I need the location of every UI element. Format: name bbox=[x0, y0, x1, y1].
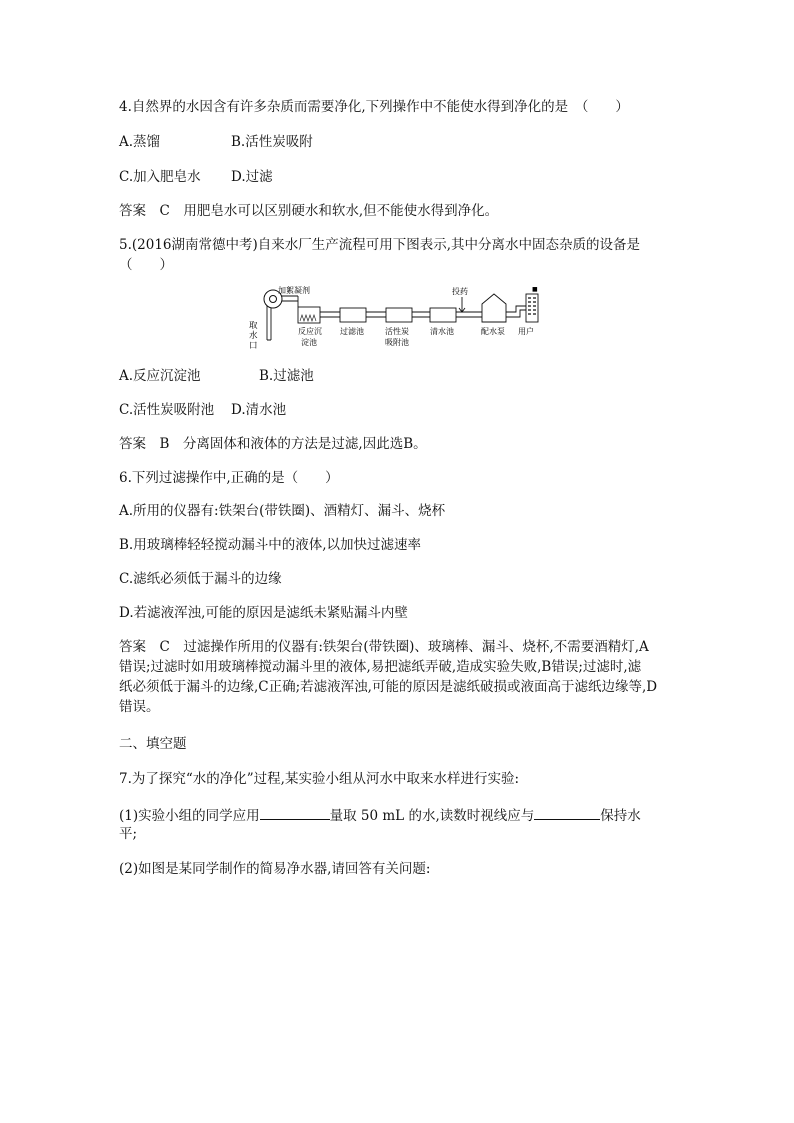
q6-stem: 6.下列过滤操作中,正确的是（ ） bbox=[119, 470, 339, 486]
q7-part1-b: 量取 50 mL 的水,读数时视线应与 bbox=[329, 808, 535, 824]
intake-char-1: 取 bbox=[249, 321, 258, 331]
settling-tank bbox=[298, 307, 320, 323]
q4-options-ab bbox=[119, 133, 313, 152]
q5-option-d: D.清水池 bbox=[231, 402, 287, 418]
section-title-fill-in: 二、填空题 bbox=[119, 736, 187, 752]
station-label-2: 过滤池 bbox=[340, 327, 364, 336]
q5-stem-line1: 5.(2016湖南常德中考)自来水厂生产流程可用下图表示,其中分离水中固态杂质的设备是 bbox=[119, 237, 641, 253]
intake-pump-inner bbox=[270, 296, 277, 303]
station-label-1b: 淀池 bbox=[301, 338, 317, 347]
q4-answer: 答案 C 用肥皂水可以区别硬水和软水,但不能使水得到净化。 bbox=[119, 203, 499, 219]
q7-part2: (2)如图是某同学制作的简易净水器,请回答有关问题: bbox=[119, 861, 431, 877]
q5-answer: 答案 B 分离固体和液体的方法是过滤,因此选B。 bbox=[119, 436, 427, 452]
q6-option-a: A.所用的仪器有:铁架台(带铁圈)、酒精灯、漏斗、烧杯 bbox=[119, 503, 446, 519]
intake-char-2: 水 bbox=[249, 331, 258, 341]
q5-option-b: B.过滤池 bbox=[259, 368, 314, 384]
clear-water-tank bbox=[430, 308, 456, 322]
q6-answer-line2: 错误;过滤时如用玻璃棒搅动漏斗里的液体,易把滤纸弄破,造成实验失败,B错误;过滤时,滤 bbox=[119, 659, 642, 675]
q6-option-b: B.用玻璃棒轻轻搅动漏斗中的液体,以加快过滤速率 bbox=[119, 537, 422, 553]
q7-part1-a: (1)实验小组的同学应用 bbox=[119, 808, 260, 824]
station-label-1: 反应沉 bbox=[298, 327, 322, 336]
answer-blank-1[interactable] bbox=[260, 805, 330, 820]
svg-text:■: ■ bbox=[532, 286, 538, 293]
q6-answer-line1: 答案 C 过滤操作所用的仪器有:铁架台(带铁圈)、玻璃棒、漏斗、烧杯,不需要酒精灯,A bbox=[119, 639, 649, 655]
q4-options-cd bbox=[119, 168, 273, 187]
user-label: 用户 bbox=[518, 327, 534, 336]
q7-part1 bbox=[119, 805, 641, 826]
q5-stem-line2: （ ） bbox=[119, 257, 173, 273]
q4-option-b: B.活性炭吸附 bbox=[231, 134, 313, 150]
q6-answer-line3: 纸必须低于漏斗的边缘,C正确;若滤液浑浊,可能的原因是滤纸破损或液面高于滤纸边缘等,D bbox=[119, 679, 658, 695]
carbon-tank bbox=[386, 308, 412, 322]
q4-option-a: A.蒸馏 bbox=[119, 134, 161, 150]
dosing-label: 投药 bbox=[452, 287, 468, 296]
coagulant-label: 加絮凝剂 bbox=[278, 286, 310, 295]
pipe-0 bbox=[282, 296, 298, 301]
station-label-5: 配水泵 bbox=[481, 327, 505, 336]
station-label-3b: 吸附池 bbox=[385, 338, 409, 347]
filter-tank bbox=[340, 308, 366, 322]
q6-answer-line4: 错误。 bbox=[119, 699, 160, 715]
answer-blank-2[interactable] bbox=[534, 805, 600, 820]
q7-part1-c: 保持水 bbox=[600, 808, 641, 824]
distribution-pump-house bbox=[482, 294, 506, 322]
q7-part1-cont: 平; bbox=[119, 826, 138, 842]
q4-stem: 4.自然界的水因含有许多杂质而需要净化,下列操作中不能使水得到净化的是 （ ） bbox=[119, 99, 629, 115]
user-building bbox=[526, 294, 538, 322]
water-plant-flow-diagram bbox=[240, 282, 560, 354]
q6-option-c: C.滤纸必须低于漏斗的边缘 bbox=[119, 571, 282, 587]
q7-stem: 7.为了探究“水的净化”过程,某实验小组从河水中取来水样进行实验: bbox=[119, 771, 520, 787]
q6-option-d: D.若滤液浑浊,可能的原因是滤纸未紧贴漏斗内壁 bbox=[119, 605, 408, 621]
q5-options-cd bbox=[119, 401, 287, 420]
intake-pipe bbox=[267, 306, 271, 340]
q5-options-ab bbox=[119, 367, 314, 386]
station-label-4: 清水池 bbox=[430, 327, 454, 336]
intake-char-3: 口 bbox=[249, 341, 258, 351]
q5-option-a: A.反应沉淀池 bbox=[119, 368, 201, 384]
station-label-3: 活性炭 bbox=[385, 327, 409, 336]
q4-option-c: C.加入肥皂水 bbox=[119, 169, 201, 185]
q4-option-d: D.过滤 bbox=[231, 169, 273, 185]
q5-option-c: C.活性炭吸附池 bbox=[119, 402, 215, 418]
